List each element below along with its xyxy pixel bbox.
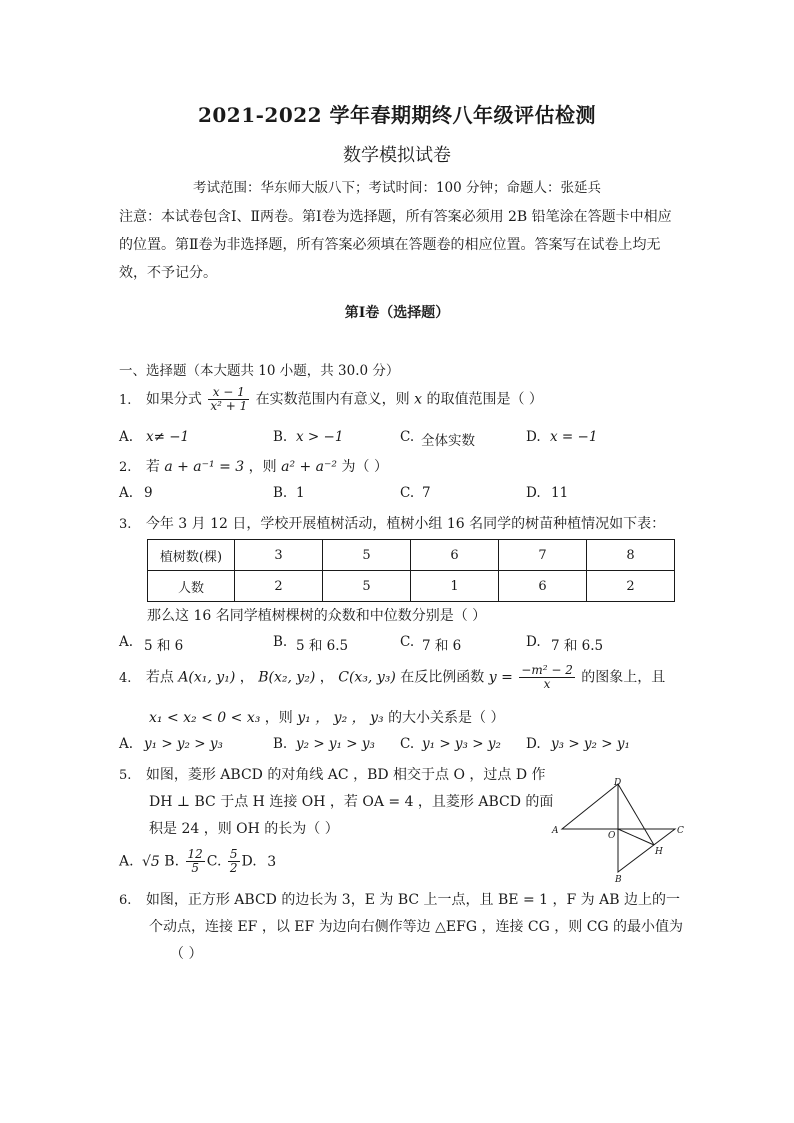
question-1: 1. 如果分式 $\frac{x - 1}{\text{x² + 1}}$ 在实数范围内有意义，则 x 的取值范围是（ ）: [119, 385, 543, 413]
label-c: C: [677, 826, 684, 836]
option-value: √5: [142, 853, 160, 870]
option-label: C.: [400, 429, 415, 445]
option-b-fraction: $\frac{12}{5}$: [187, 847, 203, 875]
part-heading: 一、选择题（本大题共 10 小题，共 30.0 分）: [119, 363, 400, 379]
q4-fraction: $\frac{\text{−m² − 2}}{x}$: [521, 663, 573, 691]
option-label: B.: [164, 853, 180, 870]
label-h: H: [655, 847, 663, 857]
label-d: D: [614, 778, 622, 788]
q5-line3: 积是 24 ，则 OH 的长为（ ）: [149, 821, 339, 837]
table-cell: 5: [323, 571, 411, 602]
question-6: 6. 如图，正方形 ABCD 的边长为 3，E 为 BC 上一点，且 BE = 1 ，F 为 AB 边上的一: [119, 892, 680, 908]
option-value: y₂ > y₁ > y₃: [296, 736, 375, 752]
table-header-cell: 人数: [148, 571, 235, 602]
option-value: x≠ −1: [146, 429, 190, 445]
option-label: C.: [400, 736, 415, 752]
rhombus-figure: [548, 776, 688, 886]
option-value: 全体实数: [421, 433, 475, 449]
exam-notice: 注意：本试卷包含Ⅰ、Ⅱ两卷。第Ⅰ卷为选择题，所有答案必须用 2B 铅笔涂在答题卡中相应的位置。第Ⅱ卷为非选择题，所有答案必须填在答题卷的相应位置。答案写在试卷上均无效，不予记分。: [119, 209, 672, 281]
exam-info: 考试范围：华东师大版八下；考试时间：100 分钟；命题人：张延兵: [192, 180, 602, 196]
table-cell: 2: [235, 571, 323, 602]
option-value: 11: [551, 485, 569, 501]
option-value: 7 和 6: [422, 638, 462, 654]
option-value: 5 和 6.5: [296, 638, 349, 654]
option-label: D.: [526, 736, 541, 752]
option-label: B.: [273, 485, 288, 501]
question-2: 2. 若 a + a⁻¹ = 3 ，则 a² + a⁻² 为（ ）: [119, 459, 388, 475]
option-label: D.: [241, 853, 257, 870]
table-header-cell: 植树数(棵): [148, 540, 235, 571]
planting-table: [147, 539, 675, 602]
option-value: 7: [422, 485, 431, 501]
table-cell: 2: [587, 571, 675, 602]
option-label: D.: [526, 485, 541, 501]
question-3: 3. 今年 3 月 12 日，学校开展植树活动，植树小组 16 名同学的树苗种植情况如下表：: [119, 516, 666, 532]
q6-line2: 个动点，连接 EF ，以 EF 为边向右侧作等边 △EFG ，连接 CG ，则 CG 的最小值为: [149, 919, 684, 935]
q5-line2: DH ⊥ BC 于点 H 连接 OH ，若 OA = 4 ，且菱形 ABCD 的面: [149, 794, 554, 810]
q5-options: [119, 848, 276, 875]
option-value: y₁ > y₂ > y₃: [144, 736, 223, 752]
option-label: D.: [526, 429, 541, 445]
q6-line3: （ ）: [170, 946, 203, 962]
option-label: D.: [526, 634, 541, 650]
option-label: C.: [400, 485, 415, 501]
option-label: A.: [119, 485, 134, 501]
option-label: B.: [273, 736, 288, 752]
table-cell: 1: [411, 571, 499, 602]
question-4: 4. 若点 A(x₁, y₁) ， B(x₂, y₂) ， C(x₃, y₃) 在反比例函数 y = $\frac{\text{−m² − 2}}{x}$ 的图象上，且: [119, 663, 666, 691]
option-value: y₃ > y₂ > y₁: [551, 736, 630, 752]
table-cell: 6: [411, 540, 499, 571]
option-value: x > −1: [296, 429, 344, 445]
option-value: 1: [296, 485, 305, 501]
table-cell: 3: [235, 540, 323, 571]
option-value: y₁ > y₃ > y₂: [422, 736, 501, 752]
option-label: C.: [400, 634, 415, 650]
option-label: B.: [273, 634, 288, 650]
option-value: 7 和 6.5: [551, 638, 604, 654]
option-label: A.: [119, 429, 134, 445]
option-label: A.: [119, 736, 134, 752]
option-label: B.: [273, 429, 288, 445]
label-o: O: [608, 831, 616, 841]
option-value: 9: [144, 485, 153, 501]
option-label: A.: [119, 853, 134, 870]
q4-line2: x₁ < x₂ < 0 < x₃ ，则 y₁ ， y₂ ， y₃ 的大小关系是（ ）: [149, 710, 505, 726]
q3-followup: 那么这 16 名同学植树棵树的众数和中位数分别是（ ）: [147, 608, 487, 624]
table-row: [148, 540, 675, 571]
table-cell: 7: [499, 540, 587, 571]
option-label: C.: [206, 853, 222, 870]
option-value: x = −1: [550, 429, 598, 445]
table-cell: 8: [587, 540, 675, 571]
option-label: A.: [119, 634, 134, 650]
segment-oh: [618, 829, 654, 845]
table-cell: 5: [323, 540, 411, 571]
exam-title: 2021-2022 学年春期期终八年级评估检测: [197, 103, 597, 127]
option-c-fraction: $\frac{5}{2}$: [229, 847, 238, 875]
option-value: 3: [267, 853, 277, 870]
label-a: A: [552, 826, 559, 836]
table-row: [148, 571, 675, 602]
section-title: 第Ⅰ卷（选择题）: [344, 305, 450, 321]
question-5: 5. 如图，菱形 ABCD 的对角线 AC ，BD 相交于点 O ，过点 D 作: [119, 767, 546, 783]
option-value: 5 和 6: [144, 638, 184, 654]
segment-dh: [618, 784, 654, 845]
table-cell: 6: [499, 571, 587, 602]
q1-fraction: $\frac{x - 1}{\text{x² + 1}}$: [210, 385, 248, 413]
label-b: B: [615, 875, 622, 885]
exam-subtitle: 数学模拟试卷: [343, 145, 451, 166]
